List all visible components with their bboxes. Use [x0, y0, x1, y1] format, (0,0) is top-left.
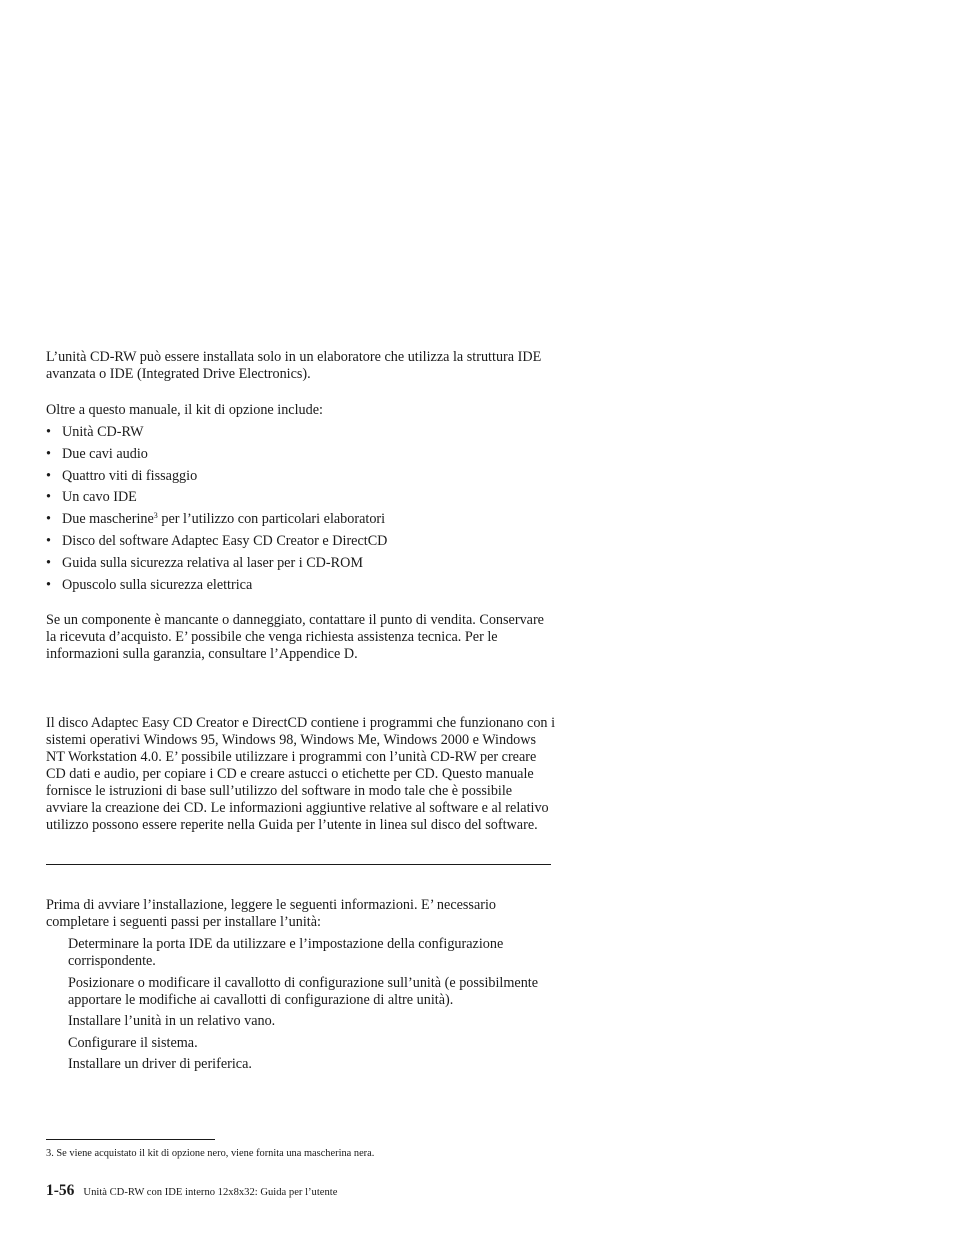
intro-paragraph: L’unità CD-RW può essere installata solo in un elaboratore che utilizza la struttura IDE avanzata o IDE (Integrated Drive Electronics).: [46, 349, 542, 382]
install-lead: Prima di avviare l’installazione, leggere le seguenti informazioni. E’ necessario completare i seguenti passi per installare l’unità:: [46, 897, 497, 930]
list-item: • Unità CD-RW: [46, 424, 144, 440]
list-item: Determinare la porta IDE da utilizzare e l’impostazione della configurazione corrispondente.: [68, 936, 504, 969]
missing-parts-paragraph: Se un componente è mancante o danneggiato, contattare il punto di vendita. Conservare la ricevuta d’acquisto. E’ possibile che venga richiesta assistenza tecnica. Per le informazioni sulla garanzia, consultare l’Appendice D.: [46, 611, 544, 662]
bullet-icon: •: [46, 467, 51, 484]
list-item: Installare un driver di periferica.: [68, 1056, 252, 1073]
main-content: [46, 349, 556, 834]
bullet-icon: •: [46, 576, 51, 593]
footnote-divider: [46, 1139, 215, 1140]
kit-lead: Oltre a questo manuale, il kit di opzione include:: [46, 402, 323, 418]
list-item: • Quattro viti di fissaggio: [46, 467, 198, 484]
bullet-icon: •: [46, 532, 51, 549]
page-footer: [46, 1181, 337, 1203]
footnote-ref: 3: [153, 511, 158, 521]
list-item: • Guida sulla sicurezza relativa al laser per i CD-ROM: [46, 554, 363, 571]
list-item: • Due mascherine$^3$ per l’utilizzo con particolari elaboratori: [46, 511, 386, 528]
list-item: • Disco del software Adaptec Easy CD Creator e DirectCD: [46, 532, 388, 549]
software-paragraph: Il disco Adaptec Easy CD Creator e DirectCD contiene i programmi che funzionano con i sistemi operativi Windows 95, Windows 98, Windows Me, Windows 2000 e Windows NT Workstation 4.0. E’ possibile utilizzare i programmi con l’unità CD-RW per creare CD dati e audio, per copiare i CD e creare astucci o etichette per CD. Questo manuale fornisce le istruzioni di base sull’utilizzo del software in modo tale che è possibile avviare la creazione dei CD. Le informazioni aggiuntive relative al software e al relativo utilizzo possono essere reperite nella Guida per l’utente in linea sul disco del software.: [46, 714, 556, 833]
bullet-icon: •: [46, 489, 51, 506]
list-item: Installare l’unità in un relativo vano.: [68, 1013, 276, 1030]
list-item: • Due cavi audio: [46, 445, 148, 462]
page-number: 1-56: [46, 1182, 75, 1199]
bullet-icon: •: [46, 424, 51, 440]
section-divider: [46, 864, 551, 865]
kit-contents-list: [46, 424, 556, 594]
list-item: Configurare il sistema.: [68, 1034, 198, 1051]
bullet-icon: •: [46, 511, 51, 528]
list-item: • Opuscolo sulla sicurezza elettrica: [46, 576, 253, 593]
install-section: [46, 897, 556, 1078]
install-steps-list: [46, 936, 556, 1073]
list-item: • Un cavo IDE: [46, 489, 137, 506]
footer-title: Unità CD-RW con IDE interno 12x8x32: Guida per l’utente: [83, 1187, 338, 1198]
list-item: Posizionare o modificare il cavallotto di configurazione sull’unità (e possibilmente apportare le modifiche ai cavallotti di configurazione di altre unità).: [68, 974, 539, 1008]
bullet-icon: •: [46, 554, 51, 571]
bullet-icon: •: [46, 445, 51, 462]
footnote: 3. Se viene acquistato il kit di opzione nero, viene fornita una mascherina nera.: [46, 1148, 375, 1159]
